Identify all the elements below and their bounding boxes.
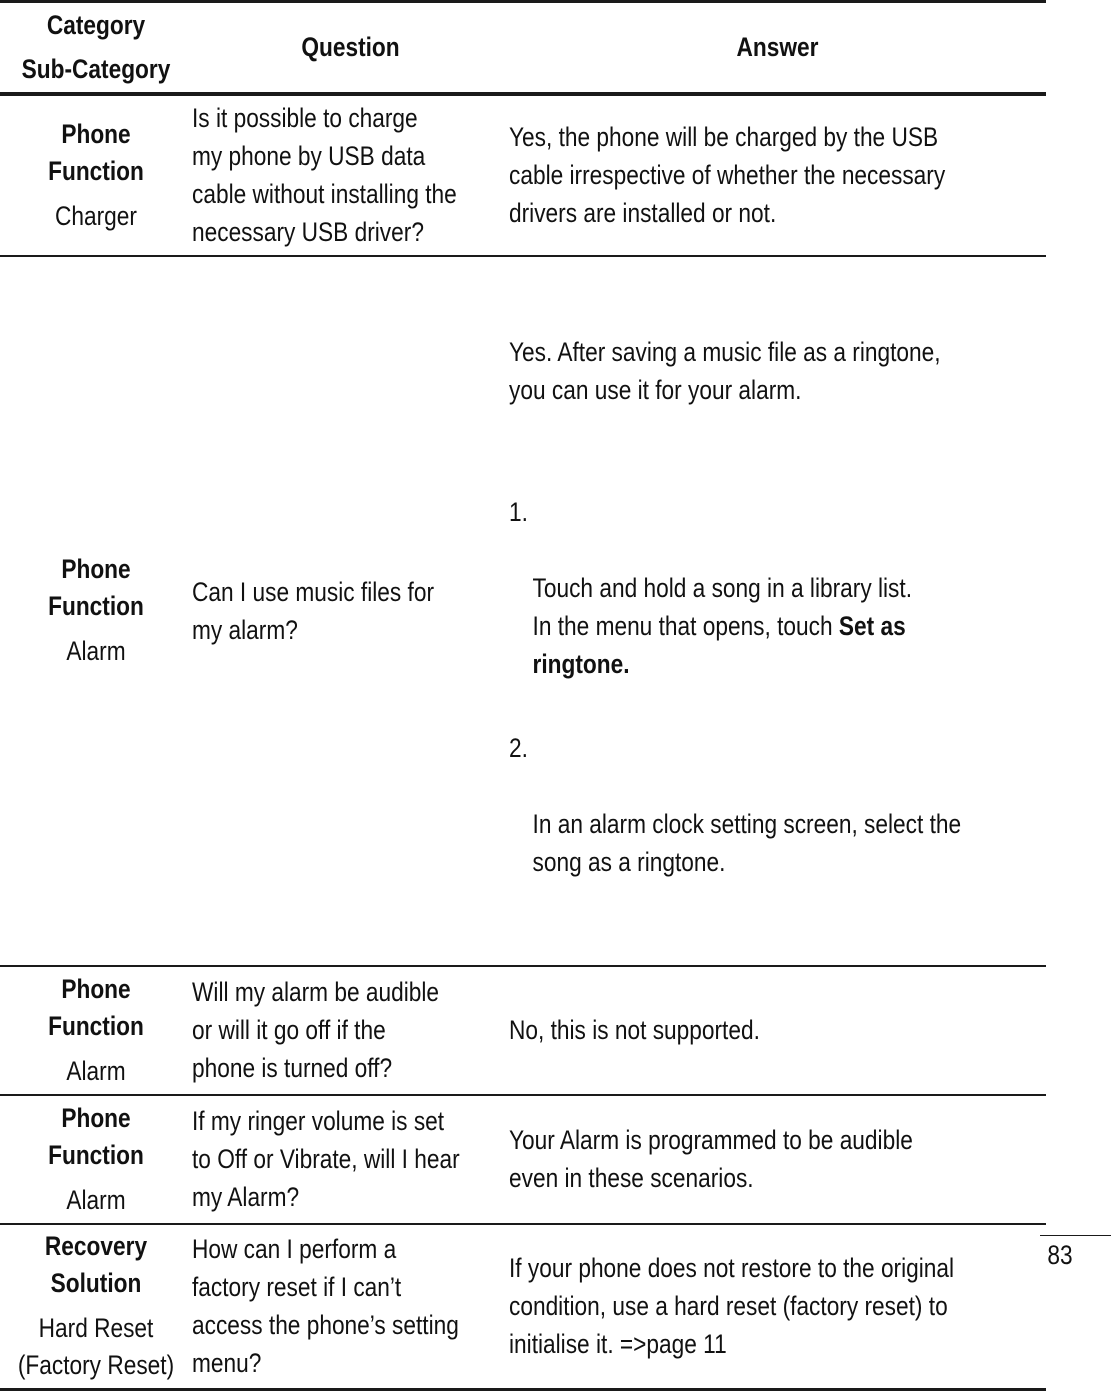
answer-cell — [509, 94, 1046, 256]
question-cell — [192, 966, 509, 1095]
question-text: How can I perform a factory reset if I can’t access the phone’s setting menu? — [192, 1234, 459, 1379]
table-row — [0, 1095, 1046, 1224]
subcategory-label: Alarm — [66, 1055, 126, 1086]
step-number: 1. — [509, 496, 528, 527]
category-cell — [0, 966, 192, 1095]
question-text: Can I use music files for my alarm? — [192, 576, 435, 645]
header-subcategory-label: Sub-Category — [21, 54, 171, 85]
table-row — [0, 966, 1046, 1095]
question-text: Will my alarm be audible or will it go off if the phone is turned off? — [192, 977, 440, 1083]
table-row — [0, 94, 1046, 256]
table-row — [0, 1224, 1046, 1390]
category-label: Recovery Solution — [44, 1231, 148, 1299]
step-bold-text: Set as ringtone. — [532, 610, 906, 679]
question-text: Is it possible to charge my phone by USB data cable without installing the necessary USB driver? — [192, 103, 457, 247]
category-cell — [0, 94, 192, 256]
step-number: 2. — [509, 732, 528, 763]
answer-cell — [509, 1224, 1046, 1390]
answer-cell — [509, 256, 1046, 966]
step-text: Touch and hold a song in a library list. In the menu that opens, touch — [532, 572, 913, 641]
answer-intro: Yes. After saving a music file as a ringtone, you can use it for your alarm. — [509, 336, 941, 405]
question-text: If my ringer volume is set to Off or Vibrate, will I hear my Alarm? — [192, 1106, 460, 1212]
question-cell — [192, 94, 509, 256]
question-cell — [192, 1224, 509, 1390]
table-header-row — [0, 2, 1046, 94]
page-number-rule — [1040, 1235, 1111, 1236]
question-cell — [192, 256, 509, 966]
answer-text: Your Alarm is programmed to be audible even in these scenarios. — [509, 1125, 913, 1193]
category-label: Phone Function — [48, 118, 144, 186]
subcategory-label: Hard Reset (Factory Reset) — [17, 1313, 175, 1381]
header-category — [15, 2, 176, 94]
answer-text: Yes, the phone will be charged by the USB cable irrespective of whether the necessary drivers are installed or not. — [509, 122, 946, 228]
subcategory-label: Alarm — [66, 636, 126, 666]
category-cell — [0, 1224, 192, 1390]
answer-steps — [509, 455, 1046, 927]
category-cell — [0, 1095, 192, 1224]
answer-cell — [509, 966, 1046, 1095]
category-label: Phone Function — [48, 554, 144, 621]
category-label: Phone Function — [48, 973, 144, 1041]
header-question: Question — [301, 32, 400, 63]
header-answer: Answer — [736, 32, 819, 63]
step-text: In an alarm clock setting screen, select the song as a ringtone. — [532, 808, 962, 877]
question-cell — [192, 1095, 509, 1224]
answer-text: If your phone does not restore to the original condition, use a hard reset (factory reset) to initialise it. =>page 11 — [509, 1253, 955, 1360]
category-cell — [0, 256, 192, 966]
answer-text: No, this is not supported. — [509, 1015, 760, 1045]
subcategory-label: Alarm — [66, 1184, 126, 1215]
page-number: 83 — [1047, 1240, 1073, 1270]
category-label: Phone Function — [48, 1102, 144, 1170]
table-row — [0, 256, 1046, 966]
list-item — [509, 493, 1046, 683]
subcategory-label: Charger — [55, 200, 137, 231]
answer-cell — [509, 1095, 1046, 1224]
header-category-label: Category — [46, 10, 146, 41]
list-item — [509, 729, 1046, 881]
